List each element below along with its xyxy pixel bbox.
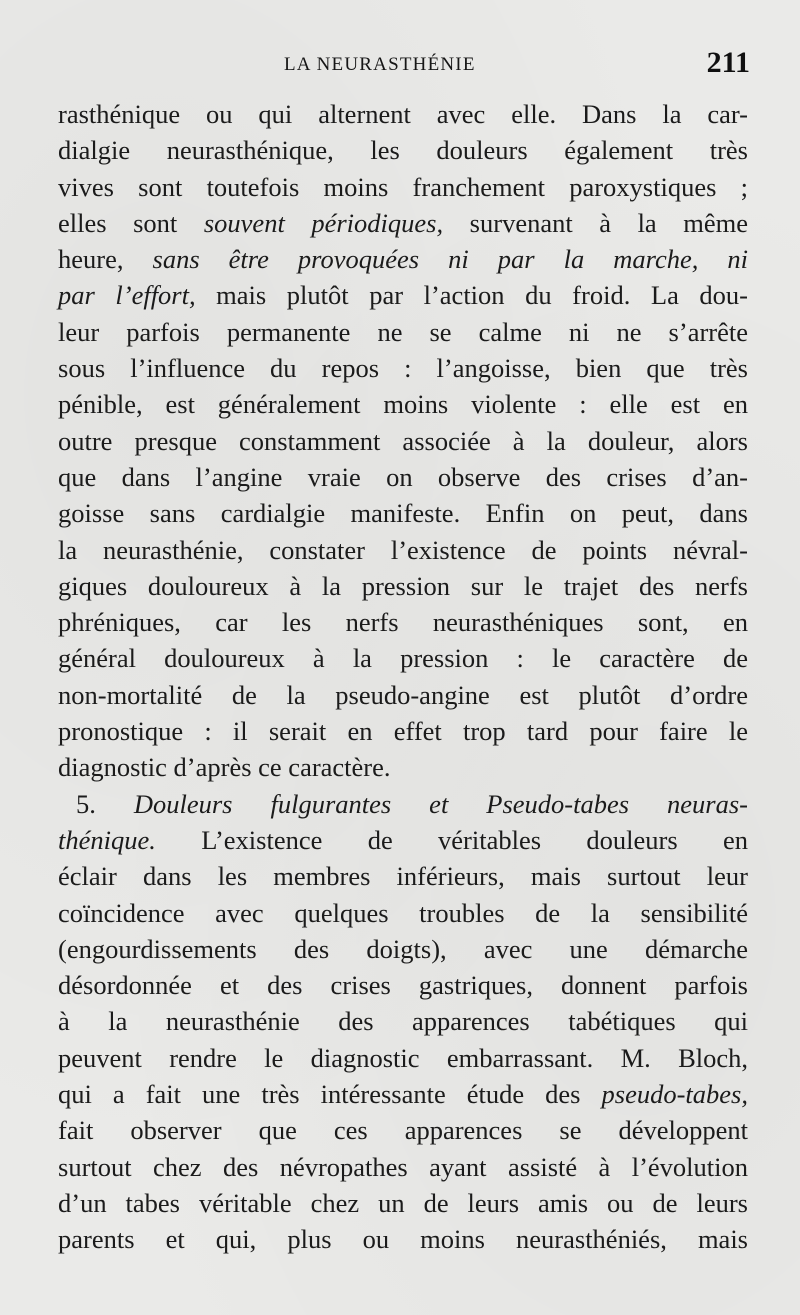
- text-line: [58, 241, 748, 277]
- text-run: surtout chez des névropathes ayant assisté à l’évolution: [58, 1151, 748, 1182]
- text-line: [58, 1112, 748, 1148]
- text-run: heure,: [58, 244, 153, 275]
- text-line: [58, 1040, 748, 1076]
- page-number: 211: [706, 46, 750, 79]
- text-run: goisse sans cardialgie manifeste. Enfin on peut, dans: [58, 498, 748, 529]
- text-line: [58, 532, 748, 568]
- text-line: [58, 169, 748, 205]
- text-run: la neurasthénie, constater l’existence de points névral-: [58, 534, 748, 565]
- text-run: pronostique : il serait en effet trop tard pour faire le: [58, 716, 748, 747]
- text-line: [58, 132, 748, 168]
- text-line: [58, 96, 748, 132]
- text-line: [58, 386, 748, 422]
- text-line: [58, 205, 748, 241]
- italic-text: thénique.: [58, 824, 156, 855]
- text-run: général douloureux à la pression : le caractère de: [58, 643, 748, 674]
- text-run: survenant à la même: [443, 207, 748, 238]
- text-line: [58, 895, 748, 931]
- text-line: [58, 277, 748, 313]
- text-run: elles sont: [58, 207, 204, 238]
- text-run: coïncidence avec quelques troubles de la sensibilité: [58, 897, 748, 928]
- text-line: [58, 749, 748, 785]
- text-line: [58, 314, 748, 350]
- text-run: pénible, est généralement moins violente : elle est en: [58, 389, 748, 420]
- text-run: rasthénique ou qui alternent avec elle. Dans la car-: [58, 99, 748, 129]
- text-run: sous l’influence du repos : l’angoisse, bien que très: [58, 353, 748, 384]
- text-run: que dans l’angine vraie on observe des crises d’an-: [58, 461, 748, 492]
- text-run: parents et qui, plus ou moins neurasthéniés, mais: [58, 1224, 748, 1255]
- running-head: [284, 46, 750, 86]
- text-line: [58, 858, 748, 894]
- text-run: L’existence de véritables douleurs en: [155, 824, 748, 855]
- text-line: [58, 604, 748, 640]
- italic-text: Douleurs fulgurantes et Pseudo-tabes neuras-: [133, 788, 748, 819]
- italic-text: sans être provoquées ni par la marche, ni: [152, 244, 748, 275]
- text-run: outre presque constamment associée à la douleur, alors: [58, 425, 748, 456]
- italic-text: par l’effort,: [58, 280, 196, 311]
- text-line: [58, 350, 748, 386]
- text-line: [58, 677, 748, 713]
- text-line: [58, 1221, 748, 1257]
- text-line: [58, 967, 748, 1003]
- text-run: (engourdissements des doigts), avec une démarche: [58, 933, 748, 964]
- text-run: qui a fait une très intéressante étude des: [58, 1079, 602, 1110]
- text-line: [58, 822, 748, 858]
- italic-text: souvent périodiques,: [203, 207, 444, 238]
- text-run: mais plutôt par l’action du froid. La dou-: [195, 280, 748, 311]
- text-line: [58, 1149, 748, 1185]
- text-line: [58, 1076, 748, 1112]
- text-run: diagnostic d’après ce caractère.: [58, 752, 391, 783]
- text-run: éclair dans les membres inférieurs, mais surtout leur: [58, 861, 748, 892]
- running-title: LA NEURASTHÉNIE: [284, 54, 476, 75]
- text-run: non-mortalité de la pseudo-angine est plutôt d’ordre: [58, 679, 748, 710]
- text-run: à la neurasthénie des apparences tabétiques qui: [58, 1006, 748, 1037]
- text-line: [58, 713, 748, 749]
- text-run: peuvent rendre le diagnostic embarrassant. M. Bloch,: [58, 1042, 748, 1073]
- text-line: [58, 459, 748, 495]
- text-line: [58, 931, 748, 967]
- text-line: [58, 568, 748, 604]
- italic-text: pseudo-tabes,: [601, 1079, 748, 1110]
- text-run: d’un tabes véritable chez un de leurs amis ou de leurs: [58, 1187, 748, 1218]
- text-run: leur parfois permanente ne se calme ni ne s’arrête: [58, 316, 748, 347]
- text-line: [58, 423, 748, 459]
- text-run: fait observer que ces apparences se développent: [58, 1115, 748, 1146]
- text-run: phréniques, car les nerfs neurasthéniques sont, en: [58, 607, 748, 638]
- text-line: [58, 786, 748, 822]
- text-run: dialgie neurasthénique, les douleurs également très: [58, 135, 748, 166]
- text-line: [58, 640, 748, 676]
- text-run: 5.: [76, 788, 134, 819]
- body-text: [58, 96, 748, 1258]
- text-run: vives sont toutefois moins franchement paroxystiques ;: [58, 171, 748, 202]
- text-line: [58, 495, 748, 531]
- text-run: giques douloureux à la pression sur le trajet des nerfs: [58, 570, 748, 601]
- text-line: [58, 1185, 748, 1221]
- text-line: [58, 1003, 748, 1039]
- text-run: désordonnée et des crises gastriques, donnent parfois: [58, 970, 748, 1001]
